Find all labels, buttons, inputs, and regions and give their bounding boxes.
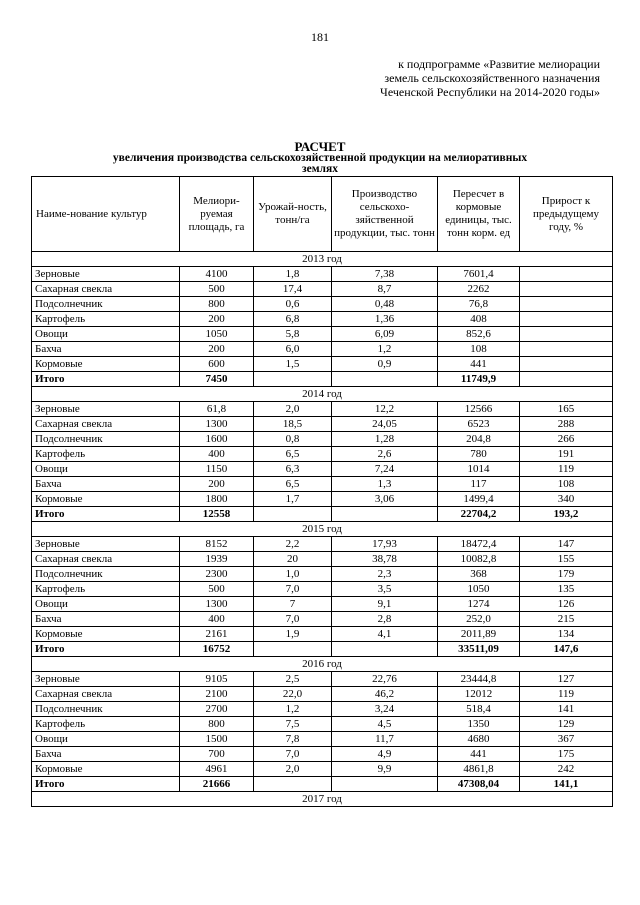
feed-units-value: 7601,4 — [438, 267, 520, 282]
yield-value: 7,0 — [254, 612, 332, 627]
crop-name: Сахарная свекла — [32, 552, 180, 567]
col-header-growth: Прирост к предыдущему году, % — [520, 177, 613, 252]
total-production-empty — [332, 372, 438, 387]
area-value: 200 — [180, 477, 254, 492]
area-value: 9105 — [180, 672, 254, 687]
feed-units-value: 441 — [438, 357, 520, 372]
yield-value: 7,5 — [254, 717, 332, 732]
yield-value: 1,8 — [254, 267, 332, 282]
production-value: 46,2 — [332, 687, 438, 702]
table-row — [32, 402, 613, 417]
total-yield-empty — [254, 507, 332, 522]
production-value: 4,1 — [332, 627, 438, 642]
total-row — [32, 777, 613, 792]
yield-value: 6,0 — [254, 342, 332, 357]
year-row — [32, 792, 613, 807]
crop-name: Сахарная свекла — [32, 687, 180, 702]
feed-units-value: 408 — [438, 312, 520, 327]
table-row — [32, 327, 613, 342]
yield-value: 22,0 — [254, 687, 332, 702]
growth-value — [520, 327, 613, 342]
yield-value: 7,8 — [254, 732, 332, 747]
area-value: 200 — [180, 312, 254, 327]
area-value: 1600 — [180, 432, 254, 447]
feed-units-value: 780 — [438, 447, 520, 462]
feed-units-value: 1350 — [438, 717, 520, 732]
feed-units-value: 2262 — [438, 282, 520, 297]
feed-units-value: 252,0 — [438, 612, 520, 627]
table-row — [32, 312, 613, 327]
feed-units-value: 1274 — [438, 597, 520, 612]
table-row — [32, 417, 613, 432]
yield-value: 2,0 — [254, 762, 332, 777]
crop-name: Подсолнечник — [32, 297, 180, 312]
growth-value: 147 — [520, 537, 613, 552]
yield-value: 1,0 — [254, 567, 332, 582]
area-value: 400 — [180, 612, 254, 627]
growth-value — [520, 342, 613, 357]
table-row — [32, 702, 613, 717]
col-header-name: Наиме-нование культур — [32, 177, 180, 252]
production-value: 6,09 — [332, 327, 438, 342]
year-label: 2014 год — [32, 387, 613, 402]
table-row — [32, 342, 613, 357]
production-value: 17,93 — [332, 537, 438, 552]
table-row — [32, 567, 613, 582]
area-value: 500 — [180, 282, 254, 297]
growth-value: 108 — [520, 477, 613, 492]
feed-units-value: 4861,8 — [438, 762, 520, 777]
growth-value: 141 — [520, 702, 613, 717]
feed-units-value: 4680 — [438, 732, 520, 747]
area-value: 700 — [180, 747, 254, 762]
production-value: 12,2 — [332, 402, 438, 417]
table-row — [32, 267, 613, 282]
production-value: 4,5 — [332, 717, 438, 732]
production-value: 1,2 — [332, 342, 438, 357]
crop-name: Картофель — [32, 582, 180, 597]
yield-value: 1,5 — [254, 357, 332, 372]
table-row — [32, 447, 613, 462]
feed-units-value: 368 — [438, 567, 520, 582]
crop-name: Бахча — [32, 477, 180, 492]
feed-units-value: 18472,4 — [438, 537, 520, 552]
production-value: 9,9 — [332, 762, 438, 777]
growth-value: 127 — [520, 672, 613, 687]
area-value: 1300 — [180, 597, 254, 612]
total-area: 12558 — [180, 507, 254, 522]
total-label: Итого — [32, 507, 180, 522]
feed-units-value: 204,8 — [438, 432, 520, 447]
area-value: 61,8 — [180, 402, 254, 417]
total-feed-units: 33511,09 — [438, 642, 520, 657]
crop-name: Зерновые — [32, 537, 180, 552]
yield-value: 7,0 — [254, 582, 332, 597]
production-value: 11,7 — [332, 732, 438, 747]
production-value: 7,38 — [332, 267, 438, 282]
total-area: 16752 — [180, 642, 254, 657]
area-value: 2161 — [180, 627, 254, 642]
area-value: 4100 — [180, 267, 254, 282]
production-value: 22,76 — [332, 672, 438, 687]
crop-name: Подсолнечник — [32, 432, 180, 447]
area-value: 8152 — [180, 537, 254, 552]
area-value: 4961 — [180, 762, 254, 777]
area-value: 600 — [180, 357, 254, 372]
table-row — [32, 732, 613, 747]
yield-value: 1,2 — [254, 702, 332, 717]
year-row — [32, 522, 613, 537]
total-feed-units: 47308,04 — [438, 777, 520, 792]
feed-units-value: 1050 — [438, 582, 520, 597]
yield-value: 6,8 — [254, 312, 332, 327]
yield-value: 18,5 — [254, 417, 332, 432]
crop-name: Картофель — [32, 447, 180, 462]
growth-value: 266 — [520, 432, 613, 447]
crop-name: Овощи — [32, 732, 180, 747]
production-value: 38,78 — [332, 552, 438, 567]
yield-value: 6,5 — [254, 447, 332, 462]
area-value: 1150 — [180, 462, 254, 477]
table-row — [32, 537, 613, 552]
growth-value — [520, 282, 613, 297]
growth-value: 191 — [520, 447, 613, 462]
total-growth — [520, 372, 613, 387]
feed-units-value: 12566 — [438, 402, 520, 417]
table-header-row — [32, 177, 613, 252]
production-value: 0,9 — [332, 357, 438, 372]
production-value: 1,36 — [332, 312, 438, 327]
table-row — [32, 687, 613, 702]
yield-value: 6,5 — [254, 477, 332, 492]
growth-value: 340 — [520, 492, 613, 507]
feed-units-value: 117 — [438, 477, 520, 492]
total-growth: 193,2 — [520, 507, 613, 522]
crop-name: Овощи — [32, 462, 180, 477]
subtitle-line: землях — [302, 163, 338, 175]
total-growth: 147,6 — [520, 642, 613, 657]
production-value: 3,24 — [332, 702, 438, 717]
total-label: Итого — [32, 372, 180, 387]
crop-name: Сахарная свекла — [32, 282, 180, 297]
table-row — [32, 297, 613, 312]
total-yield-empty — [254, 777, 332, 792]
yield-value: 2,5 — [254, 672, 332, 687]
document-subtitle — [0, 153, 640, 175]
yield-value: 2,0 — [254, 402, 332, 417]
production-value: 2,8 — [332, 612, 438, 627]
crop-name: Зерновые — [32, 672, 180, 687]
growth-value: 165 — [520, 402, 613, 417]
growth-value: 242 — [520, 762, 613, 777]
table-row — [32, 762, 613, 777]
year-label: 2015 год — [32, 522, 613, 537]
table-row — [32, 492, 613, 507]
area-value: 1500 — [180, 732, 254, 747]
area-value: 200 — [180, 342, 254, 357]
table-row — [32, 462, 613, 477]
feed-units-value: 23444,8 — [438, 672, 520, 687]
yield-value: 0,6 — [254, 297, 332, 312]
appendix-line: Чеченской Республики на 2014-2020 годы» — [380, 85, 600, 99]
production-value: 9,1 — [332, 597, 438, 612]
crop-name: Овощи — [32, 597, 180, 612]
crop-name: Кормовые — [32, 627, 180, 642]
area-value: 1050 — [180, 327, 254, 342]
crop-name: Сахарная свекла — [32, 417, 180, 432]
area-value: 800 — [180, 717, 254, 732]
growth-value: 215 — [520, 612, 613, 627]
feed-units-value: 6523 — [438, 417, 520, 432]
production-value: 7,24 — [332, 462, 438, 477]
col-header-yield: Урожай-ность, тонн/га — [254, 177, 332, 252]
area-value: 2700 — [180, 702, 254, 717]
crop-name: Картофель — [32, 312, 180, 327]
production-value: 2,6 — [332, 447, 438, 462]
feed-units-value: 10082,8 — [438, 552, 520, 567]
total-label: Итого — [32, 777, 180, 792]
table-row — [32, 672, 613, 687]
production-value: 3,5 — [332, 582, 438, 597]
total-feed-units: 22704,2 — [438, 507, 520, 522]
table-row — [32, 717, 613, 732]
total-row — [32, 507, 613, 522]
col-header-production: Производство сельскохо-зяйственной продукции, тыс. тонн — [332, 177, 438, 252]
crop-name: Зерновые — [32, 402, 180, 417]
total-area: 21666 — [180, 777, 254, 792]
year-row — [32, 657, 613, 672]
year-label: 2016 год — [32, 657, 613, 672]
year-label: 2017 год — [32, 792, 613, 807]
growth-value — [520, 312, 613, 327]
yield-value: 1,9 — [254, 627, 332, 642]
feed-units-value: 2011,89 — [438, 627, 520, 642]
growth-value: 129 — [520, 717, 613, 732]
growth-value: 179 — [520, 567, 613, 582]
crop-name: Кормовые — [32, 762, 180, 777]
table-row — [32, 357, 613, 372]
crop-name: Бахча — [32, 747, 180, 762]
growth-value: 135 — [520, 582, 613, 597]
feed-units-value: 518,4 — [438, 702, 520, 717]
production-value: 1,28 — [332, 432, 438, 447]
area-value: 2300 — [180, 567, 254, 582]
production-value: 0,48 — [332, 297, 438, 312]
crop-name: Картофель — [32, 717, 180, 732]
table-body — [32, 252, 613, 807]
page-number: 181 — [311, 30, 329, 44]
table-row — [32, 612, 613, 627]
feed-units-value: 852,6 — [438, 327, 520, 342]
crop-name: Бахча — [32, 342, 180, 357]
crop-name: Кормовые — [32, 357, 180, 372]
production-value: 8,7 — [332, 282, 438, 297]
col-header-area: Мелиори-руемая площадь, га — [180, 177, 254, 252]
table-row — [32, 282, 613, 297]
total-growth: 141,1 — [520, 777, 613, 792]
document-title: РАСЧЕТ — [294, 139, 346, 154]
production-value: 24,05 — [332, 417, 438, 432]
table-row — [32, 477, 613, 492]
area-value: 800 — [180, 297, 254, 312]
growth-value: 134 — [520, 627, 613, 642]
total-yield-empty — [254, 642, 332, 657]
total-production-empty — [332, 642, 438, 657]
feed-units-value: 108 — [438, 342, 520, 357]
total-label: Итого — [32, 642, 180, 657]
growth-value — [520, 357, 613, 372]
total-production-empty — [332, 777, 438, 792]
yield-value: 1,7 — [254, 492, 332, 507]
table-row — [32, 552, 613, 567]
growth-value: 119 — [520, 462, 613, 477]
table-row — [32, 582, 613, 597]
crop-name: Овощи — [32, 327, 180, 342]
crop-name: Кормовые — [32, 492, 180, 507]
feed-units-value: 12012 — [438, 687, 520, 702]
yield-value: 2,2 — [254, 537, 332, 552]
col-header-feed-units: Пересчет в кормовые единицы, тыс. тонн корм. ед — [438, 177, 520, 252]
yield-value: 17,4 — [254, 282, 332, 297]
yield-value: 7 — [254, 597, 332, 612]
production-table — [31, 176, 613, 807]
growth-value: 155 — [520, 552, 613, 567]
area-value: 1800 — [180, 492, 254, 507]
yield-value: 7,0 — [254, 747, 332, 762]
crop-name: Бахча — [32, 612, 180, 627]
growth-value: 119 — [520, 687, 613, 702]
area-value: 2100 — [180, 687, 254, 702]
growth-value: 126 — [520, 597, 613, 612]
production-value: 4,9 — [332, 747, 438, 762]
growth-value — [520, 297, 613, 312]
appendix-line: к подпрограмме «Развитие мелиорации — [398, 57, 600, 71]
area-value: 1939 — [180, 552, 254, 567]
feed-units-value: 441 — [438, 747, 520, 762]
area-value: 500 — [180, 582, 254, 597]
production-value: 1,3 — [332, 477, 438, 492]
year-label: 2013 год — [32, 252, 613, 267]
area-value: 1300 — [180, 417, 254, 432]
feed-units-value: 1014 — [438, 462, 520, 477]
subtitle-line: увеличения производства сельскохозяйственной продукции на мелиоративных — [112, 152, 528, 164]
yield-value: 20 — [254, 552, 332, 567]
feed-units-value: 76,8 — [438, 297, 520, 312]
yield-value: 0,8 — [254, 432, 332, 447]
total-production-empty — [332, 507, 438, 522]
growth-value: 175 — [520, 747, 613, 762]
appendix-line: земель сельскохозяйственного назначения — [384, 71, 600, 85]
growth-value — [520, 267, 613, 282]
total-yield-empty — [254, 372, 332, 387]
total-feed-units: 11749,9 — [438, 372, 520, 387]
production-value: 2,3 — [332, 567, 438, 582]
crop-name: Подсолнечник — [32, 702, 180, 717]
crop-name: Подсолнечник — [32, 567, 180, 582]
appendix-reference — [380, 57, 600, 99]
year-row — [32, 252, 613, 267]
table-row — [32, 432, 613, 447]
yield-value: 5,8 — [254, 327, 332, 342]
growth-value: 367 — [520, 732, 613, 747]
area-value: 400 — [180, 447, 254, 462]
crop-name: Зерновые — [32, 267, 180, 282]
yield-value: 6,3 — [254, 462, 332, 477]
year-row — [32, 387, 613, 402]
feed-units-value: 1499,4 — [438, 492, 520, 507]
table-row — [32, 747, 613, 762]
table-row — [32, 597, 613, 612]
growth-value: 288 — [520, 417, 613, 432]
production-value: 3,06 — [332, 492, 438, 507]
total-area: 7450 — [180, 372, 254, 387]
table-row — [32, 627, 613, 642]
total-row — [32, 642, 613, 657]
total-row — [32, 372, 613, 387]
